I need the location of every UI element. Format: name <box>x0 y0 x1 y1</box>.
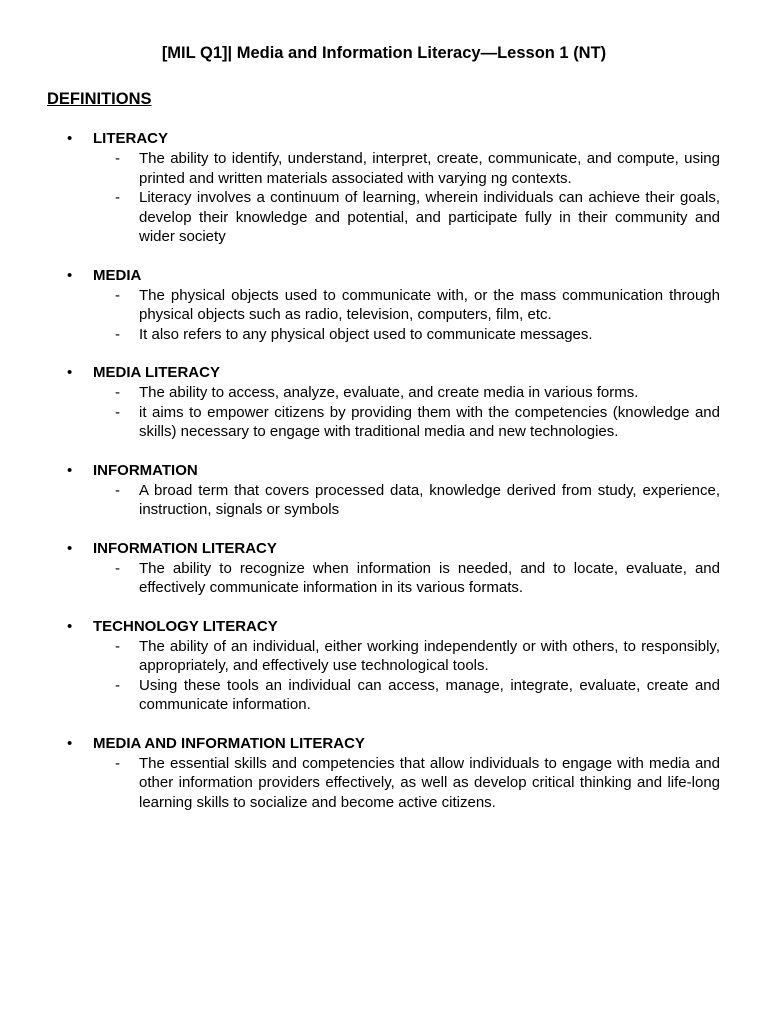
term-name: INFORMATION LITERACY <box>93 539 277 557</box>
definition-text: The physical objects used to communicate with, or the mass communication through physical objects such as radio, television, computers, film, etc. <box>139 286 720 323</box>
document-title: [MIL Q1]| Media and Information Literacy—Lesson 1 (NT) <box>161 44 607 62</box>
bullet-icon: • <box>67 130 73 147</box>
definition-item <box>0 325 720 345</box>
dash-marker-icon: - <box>115 481 120 499</box>
dash-marker-icon: - <box>115 189 120 206</box>
definition-list <box>0 754 768 813</box>
definition-item <box>0 286 720 325</box>
bullet-icon: • <box>67 617 73 635</box>
term-item-media-and-information-literacy <box>0 734 768 813</box>
definition-list <box>0 383 768 442</box>
bullet-icon: • <box>67 734 73 752</box>
dash-marker-icon: - <box>115 325 120 343</box>
term-item-information <box>0 461 768 520</box>
definition-item <box>0 383 720 403</box>
definition-text: Using these tools an individual can access, manage, integrate, evaluate, create and communicate information. <box>139 676 720 713</box>
term-item-media-literacy <box>0 363 768 442</box>
definitions-list <box>0 129 768 831</box>
dash-marker-icon: - <box>115 676 120 694</box>
definition-text: Literacy involves a continuum of learning, wherein individuals can achieve their goals, develop their knowledge and potential, and participate fully in their community and wider society <box>139 189 720 245</box>
term-item-information-literacy <box>0 539 768 598</box>
term-item-literacy <box>0 129 768 247</box>
term-name: LITERACY <box>93 130 168 147</box>
term-item-technology-literacy <box>0 617 768 715</box>
bullet-icon: • <box>67 364 73 381</box>
dash-marker-icon: - <box>115 150 120 167</box>
bullet-icon: • <box>67 461 73 479</box>
definition-text: The ability to access, analyze, evaluate, and create media in various forms. <box>139 384 639 401</box>
term-name: INFORMATION <box>93 461 198 479</box>
definition-list <box>0 149 768 247</box>
term-name: MEDIA LITERACY <box>93 364 220 381</box>
dash-marker-icon: - <box>115 403 120 421</box>
definition-text: The essential skills and competencies that allow individuals to engage with media and other information providers effectively, as well as develop critical thinking and life-long learning skills to socialize and become active citizens. <box>139 754 720 811</box>
definition-text: The ability of an individual, either working independently or with others, to responsibly, appropriately, and effectively use technological tools. <box>139 637 720 674</box>
dash-marker-icon: - <box>115 286 120 304</box>
definition-item <box>0 403 720 442</box>
definition-item <box>0 559 720 598</box>
dash-marker-icon: - <box>115 754 120 772</box>
term-item-media <box>0 266 768 345</box>
definition-item <box>0 676 720 715</box>
definition-text: The ability to recognize when information is needed, and to locate, evaluate, and effectively communicate information in its various formats. <box>139 559 720 596</box>
term-name: TECHNOLOGY LITERACY <box>93 617 278 635</box>
section-heading-definitions: DEFINITIONS <box>47 90 152 108</box>
definition-item <box>0 637 720 676</box>
dash-marker-icon: - <box>115 559 120 577</box>
definition-list <box>0 481 768 520</box>
definition-text: A broad term that covers processed data, knowledge derived from study, experience, instruction, signals or symbols <box>139 481 720 518</box>
definition-list <box>0 286 768 345</box>
definition-list <box>0 637 768 715</box>
term-name: MEDIA AND INFORMATION LITERACY <box>93 734 365 752</box>
definition-item <box>0 188 720 247</box>
definition-item <box>0 149 720 188</box>
definition-text: It also refers to any physical object used to communicate messages. <box>139 325 593 343</box>
bullet-icon: • <box>67 266 73 284</box>
definition-item <box>0 481 720 520</box>
definition-text: it aims to empower citizens by providing them with the competencies (knowledge and skills) necessary to engage with traditional media and new technologies. <box>139 403 720 440</box>
dash-marker-icon: - <box>115 637 120 655</box>
definition-item <box>0 754 720 813</box>
definition-list <box>0 559 768 598</box>
definition-text: The ability to identify, understand, interpret, create, communicate, and compute, using printed and written materials associated with varying ng contexts. <box>139 150 720 187</box>
term-name: MEDIA <box>93 266 142 284</box>
bullet-icon: • <box>67 539 73 557</box>
dash-marker-icon: - <box>115 384 120 401</box>
